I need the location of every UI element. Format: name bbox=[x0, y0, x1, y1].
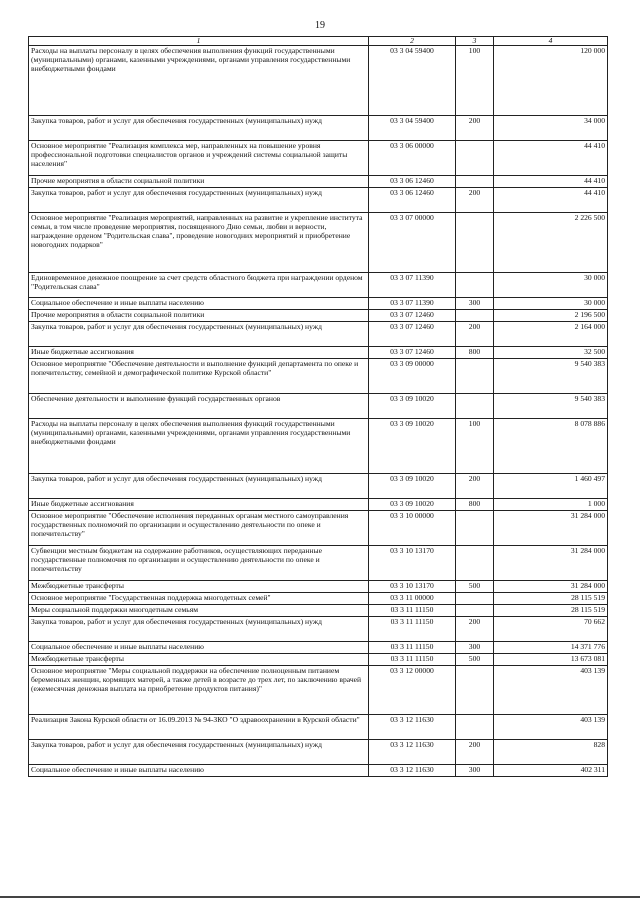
row-name-cell: Основное мероприятие "Обеспечение исполнения переданных органам местного самоуправления государственных полномочий по организации и осуществлению деятельности по опеке и попечительству" bbox=[29, 511, 369, 546]
row-sum-cell: 32 500 bbox=[494, 347, 608, 359]
row-sum-cell: 70 662 bbox=[494, 617, 608, 642]
row-code-cell: 03 3 07 11390 bbox=[369, 273, 456, 298]
table-row bbox=[29, 593, 608, 605]
budget-table bbox=[28, 36, 608, 777]
row-vr-cell: 300 bbox=[456, 642, 494, 654]
row-name-cell: Иные бюджетные ассигнования bbox=[29, 347, 369, 359]
row-sum-cell: 1 000 bbox=[494, 499, 608, 511]
row-name-cell: Закупка товаров, работ и услуг для обеспечения государственных (муниципальных) нужд bbox=[29, 617, 369, 642]
row-name-cell: Расходы на выплаты персоналу в целях обеспечения выполнения функций государственными (муниципальными) органами, казенными учреждениями, органами управления государственными внебюджетными фондами bbox=[29, 419, 369, 474]
row-name-cell: Прочие мероприятия в области социальной политики bbox=[29, 310, 369, 322]
row-sum-cell: 28 115 519 bbox=[494, 593, 608, 605]
row-vr-cell: 800 bbox=[456, 347, 494, 359]
row-vr-cell: 500 bbox=[456, 654, 494, 666]
table-row bbox=[29, 765, 608, 777]
row-vr-cell: 300 bbox=[456, 765, 494, 777]
row-sum-cell: 2 226 500 bbox=[494, 213, 608, 273]
table-row bbox=[29, 666, 608, 715]
row-sum-cell: 13 673 081 bbox=[494, 654, 608, 666]
row-code-cell: 03 3 07 12460 bbox=[369, 310, 456, 322]
row-sum-cell: 8 078 886 bbox=[494, 419, 608, 474]
row-sum-cell: 828 bbox=[494, 740, 608, 765]
row-code-cell: 03 3 10 00000 bbox=[369, 511, 456, 546]
header-col-4: 4 bbox=[494, 37, 608, 46]
row-name-cell: Основное мероприятие "Реализация мероприятий, направленных на развитие и укрепление института семьи, в том числе проведение мероприятия, посвященного Дню семьи, любви и верности, награждение орденом "Родительская слава", проведение новогодних мероприятий и приобретение новогодних подарков" bbox=[29, 213, 369, 273]
row-name-cell: Основное мероприятие "Реализация комплекса мер, направленных на повышение уровня профессиональной подготовки специалистов органов и учреждений системы социальной защиты населения" bbox=[29, 141, 369, 176]
table-row bbox=[29, 546, 608, 581]
table-row bbox=[29, 474, 608, 499]
row-sum-cell: 31 284 000 bbox=[494, 546, 608, 581]
row-code-cell: 03 3 06 00000 bbox=[369, 141, 456, 176]
row-code-cell: 03 3 07 12460 bbox=[369, 322, 456, 347]
row-vr-cell: 200 bbox=[456, 617, 494, 642]
row-vr-cell: 300 bbox=[456, 298, 494, 310]
row-name-cell: Реализация Закона Курской области от 16.09.2013 № 94-ЗКО "О здравоохранении в Курской области" bbox=[29, 715, 369, 740]
header-col-1: 1 bbox=[29, 37, 369, 46]
row-code-cell: 03 3 11 11150 bbox=[369, 642, 456, 654]
row-vr-cell bbox=[456, 273, 494, 298]
row-name-cell: Обеспечение деятельности и выполнение функций государственных органов bbox=[29, 394, 369, 419]
row-code-cell: 03 3 10 13170 bbox=[369, 546, 456, 581]
table-row bbox=[29, 642, 608, 654]
row-vr-cell bbox=[456, 176, 494, 188]
row-sum-cell: 44 410 bbox=[494, 141, 608, 176]
row-sum-cell: 44 410 bbox=[494, 176, 608, 188]
row-name-cell: Закупка товаров, работ и услуг для обеспечения государственных (муниципальных) нужд bbox=[29, 740, 369, 765]
row-name-cell: Социальное обеспечение и иные выплаты населению bbox=[29, 298, 369, 310]
table-row bbox=[29, 310, 608, 322]
table-row bbox=[29, 176, 608, 188]
row-vr-cell bbox=[456, 213, 494, 273]
row-vr-cell: 200 bbox=[456, 322, 494, 347]
row-sum-cell: 30 000 bbox=[494, 273, 608, 298]
row-name-cell: Закупка товаров, работ и услуг для обеспечения государственных (муниципальных) нужд bbox=[29, 322, 369, 347]
row-vr-cell: 200 bbox=[456, 116, 494, 141]
table-row bbox=[29, 394, 608, 419]
row-vr-cell bbox=[456, 605, 494, 617]
row-sum-cell: 31 284 000 bbox=[494, 511, 608, 546]
row-code-cell: 03 3 11 11150 bbox=[369, 605, 456, 617]
row-code-cell: 03 3 09 10020 bbox=[369, 419, 456, 474]
table-row bbox=[29, 141, 608, 176]
table-row bbox=[29, 581, 608, 593]
row-vr-cell bbox=[456, 141, 494, 176]
row-vr-cell bbox=[456, 511, 494, 546]
row-vr-cell: 500 bbox=[456, 581, 494, 593]
table-row bbox=[29, 617, 608, 642]
row-vr-cell bbox=[456, 593, 494, 605]
header-col-2: 2 bbox=[369, 37, 456, 46]
row-sum-cell: 30 000 bbox=[494, 298, 608, 310]
row-name-cell: Межбюджетные трансферты bbox=[29, 581, 369, 593]
row-name-cell: Меры социальной поддержки многодетным семьям bbox=[29, 605, 369, 617]
row-name-cell: Закупка товаров, работ и услуг для обеспечения государственных (муниципальных) нужд bbox=[29, 474, 369, 499]
row-sum-cell: 120 000 bbox=[494, 46, 608, 116]
row-name-cell: Закупка товаров, работ и услуг для обеспечения государственных (муниципальных) нужд bbox=[29, 116, 369, 141]
row-code-cell: 03 3 12 11630 bbox=[369, 765, 456, 777]
table-row bbox=[29, 322, 608, 347]
bottom-rule bbox=[0, 896, 640, 898]
row-vr-cell: 200 bbox=[456, 740, 494, 765]
table-row bbox=[29, 605, 608, 617]
row-code-cell: 03 3 12 11630 bbox=[369, 740, 456, 765]
table-row bbox=[29, 499, 608, 511]
row-vr-cell bbox=[456, 715, 494, 740]
row-code-cell: 03 3 06 12460 bbox=[369, 188, 456, 213]
row-code-cell: 03 3 11 11150 bbox=[369, 654, 456, 666]
table-row bbox=[29, 213, 608, 273]
table-row bbox=[29, 273, 608, 298]
row-vr-cell bbox=[456, 310, 494, 322]
row-code-cell: 03 3 09 10020 bbox=[369, 474, 456, 499]
row-name-cell: Основное мероприятие "Государственная поддержка многодетных семей" bbox=[29, 593, 369, 605]
table-row bbox=[29, 419, 608, 474]
table-row bbox=[29, 740, 608, 765]
row-vr-cell: 100 bbox=[456, 419, 494, 474]
row-code-cell: 03 3 09 00000 bbox=[369, 359, 456, 394]
row-name-cell: Межбюджетные трансферты bbox=[29, 654, 369, 666]
row-name-cell: Социальное обеспечение и иные выплаты населению bbox=[29, 765, 369, 777]
row-name-cell: Субвенции местным бюджетам на содержание работников, осуществляющих переданные государственные полномочия по организации и осуществлению деятельности по опеке и попечительству bbox=[29, 546, 369, 581]
row-sum-cell: 14 371 776 bbox=[494, 642, 608, 654]
row-vr-cell bbox=[456, 546, 494, 581]
row-name-cell: Расходы на выплаты персоналу в целях обеспечения выполнения функций государственными (муниципальными) органами, казенными учреждениями, органами управления государственными внебюджетными фондами bbox=[29, 46, 369, 116]
row-sum-cell: 34 000 bbox=[494, 116, 608, 141]
table-row bbox=[29, 116, 608, 141]
row-code-cell: 03 3 06 12460 bbox=[369, 176, 456, 188]
table-body bbox=[29, 46, 608, 777]
row-vr-cell: 200 bbox=[456, 188, 494, 213]
table-row bbox=[29, 654, 608, 666]
row-sum-cell: 44 410 bbox=[494, 188, 608, 213]
row-code-cell: 03 3 12 11630 bbox=[369, 715, 456, 740]
row-code-cell: 03 3 07 00000 bbox=[369, 213, 456, 273]
row-sum-cell: 2 164 000 bbox=[494, 322, 608, 347]
table-row bbox=[29, 46, 608, 116]
row-code-cell: 03 3 04 59400 bbox=[369, 116, 456, 141]
row-sum-cell: 9 540 383 bbox=[494, 394, 608, 419]
row-sum-cell: 28 115 519 bbox=[494, 605, 608, 617]
row-code-cell: 03 3 12 00000 bbox=[369, 666, 456, 715]
row-name-cell: Основное мероприятие "Обеспечение деятельности и выполнение функций департамента по опеке и попечительству, семейной и демографической политике Курской области" bbox=[29, 359, 369, 394]
row-vr-cell bbox=[456, 394, 494, 419]
row-code-cell: 03 3 09 10020 bbox=[369, 394, 456, 419]
table-row bbox=[29, 188, 608, 213]
page-number: 19 bbox=[315, 20, 325, 31]
row-code-cell: 03 3 07 11390 bbox=[369, 298, 456, 310]
row-code-cell: 03 3 10 13170 bbox=[369, 581, 456, 593]
row-sum-cell: 9 540 383 bbox=[494, 359, 608, 394]
row-code-cell: 03 3 11 00000 bbox=[369, 593, 456, 605]
row-sum-cell: 402 311 bbox=[494, 765, 608, 777]
row-sum-cell: 403 139 bbox=[494, 715, 608, 740]
row-name-cell: Прочие мероприятия в области социальной политики bbox=[29, 176, 369, 188]
row-code-cell: 03 3 11 11150 bbox=[369, 617, 456, 642]
row-name-cell: Закупка товаров, работ и услуг для обеспечения государственных (муниципальных) нужд bbox=[29, 188, 369, 213]
row-sum-cell: 2 196 500 bbox=[494, 310, 608, 322]
row-sum-cell: 31 284 000 bbox=[494, 581, 608, 593]
row-code-cell: 03 3 04 59400 bbox=[369, 46, 456, 116]
row-vr-cell: 100 bbox=[456, 46, 494, 116]
row-vr-cell: 200 bbox=[456, 474, 494, 499]
row-code-cell: 03 3 07 12460 bbox=[369, 347, 456, 359]
table-row bbox=[29, 347, 608, 359]
header-col-3: 3 bbox=[456, 37, 494, 46]
row-vr-cell: 800 bbox=[456, 499, 494, 511]
row-name-cell: Основное мероприятие "Меры социальной поддержки на обеспечение полноценным питанием беременных женщин, кормящих матерей, а также детей в возрасте до трех лет, по заключению врачей (ежемесячная денежная выплата на приобретение продуктов питания)" bbox=[29, 666, 369, 715]
row-name-cell: Иные бюджетные ассигнования bbox=[29, 499, 369, 511]
table-header bbox=[29, 37, 608, 46]
row-vr-cell bbox=[456, 666, 494, 715]
table-row bbox=[29, 511, 608, 546]
row-name-cell: Социальное обеспечение и иные выплаты населению bbox=[29, 642, 369, 654]
table-row bbox=[29, 359, 608, 394]
table-row bbox=[29, 298, 608, 310]
row-code-cell: 03 3 09 10020 bbox=[369, 499, 456, 511]
header-row bbox=[29, 37, 608, 46]
row-name-cell: Единовременное денежное поощрение за счет средств областного бюджета при награждении орденом "Родительская слава" bbox=[29, 273, 369, 298]
row-sum-cell: 1 460 497 bbox=[494, 474, 608, 499]
table-row bbox=[29, 715, 608, 740]
row-sum-cell: 403 139 bbox=[494, 666, 608, 715]
row-vr-cell bbox=[456, 359, 494, 394]
